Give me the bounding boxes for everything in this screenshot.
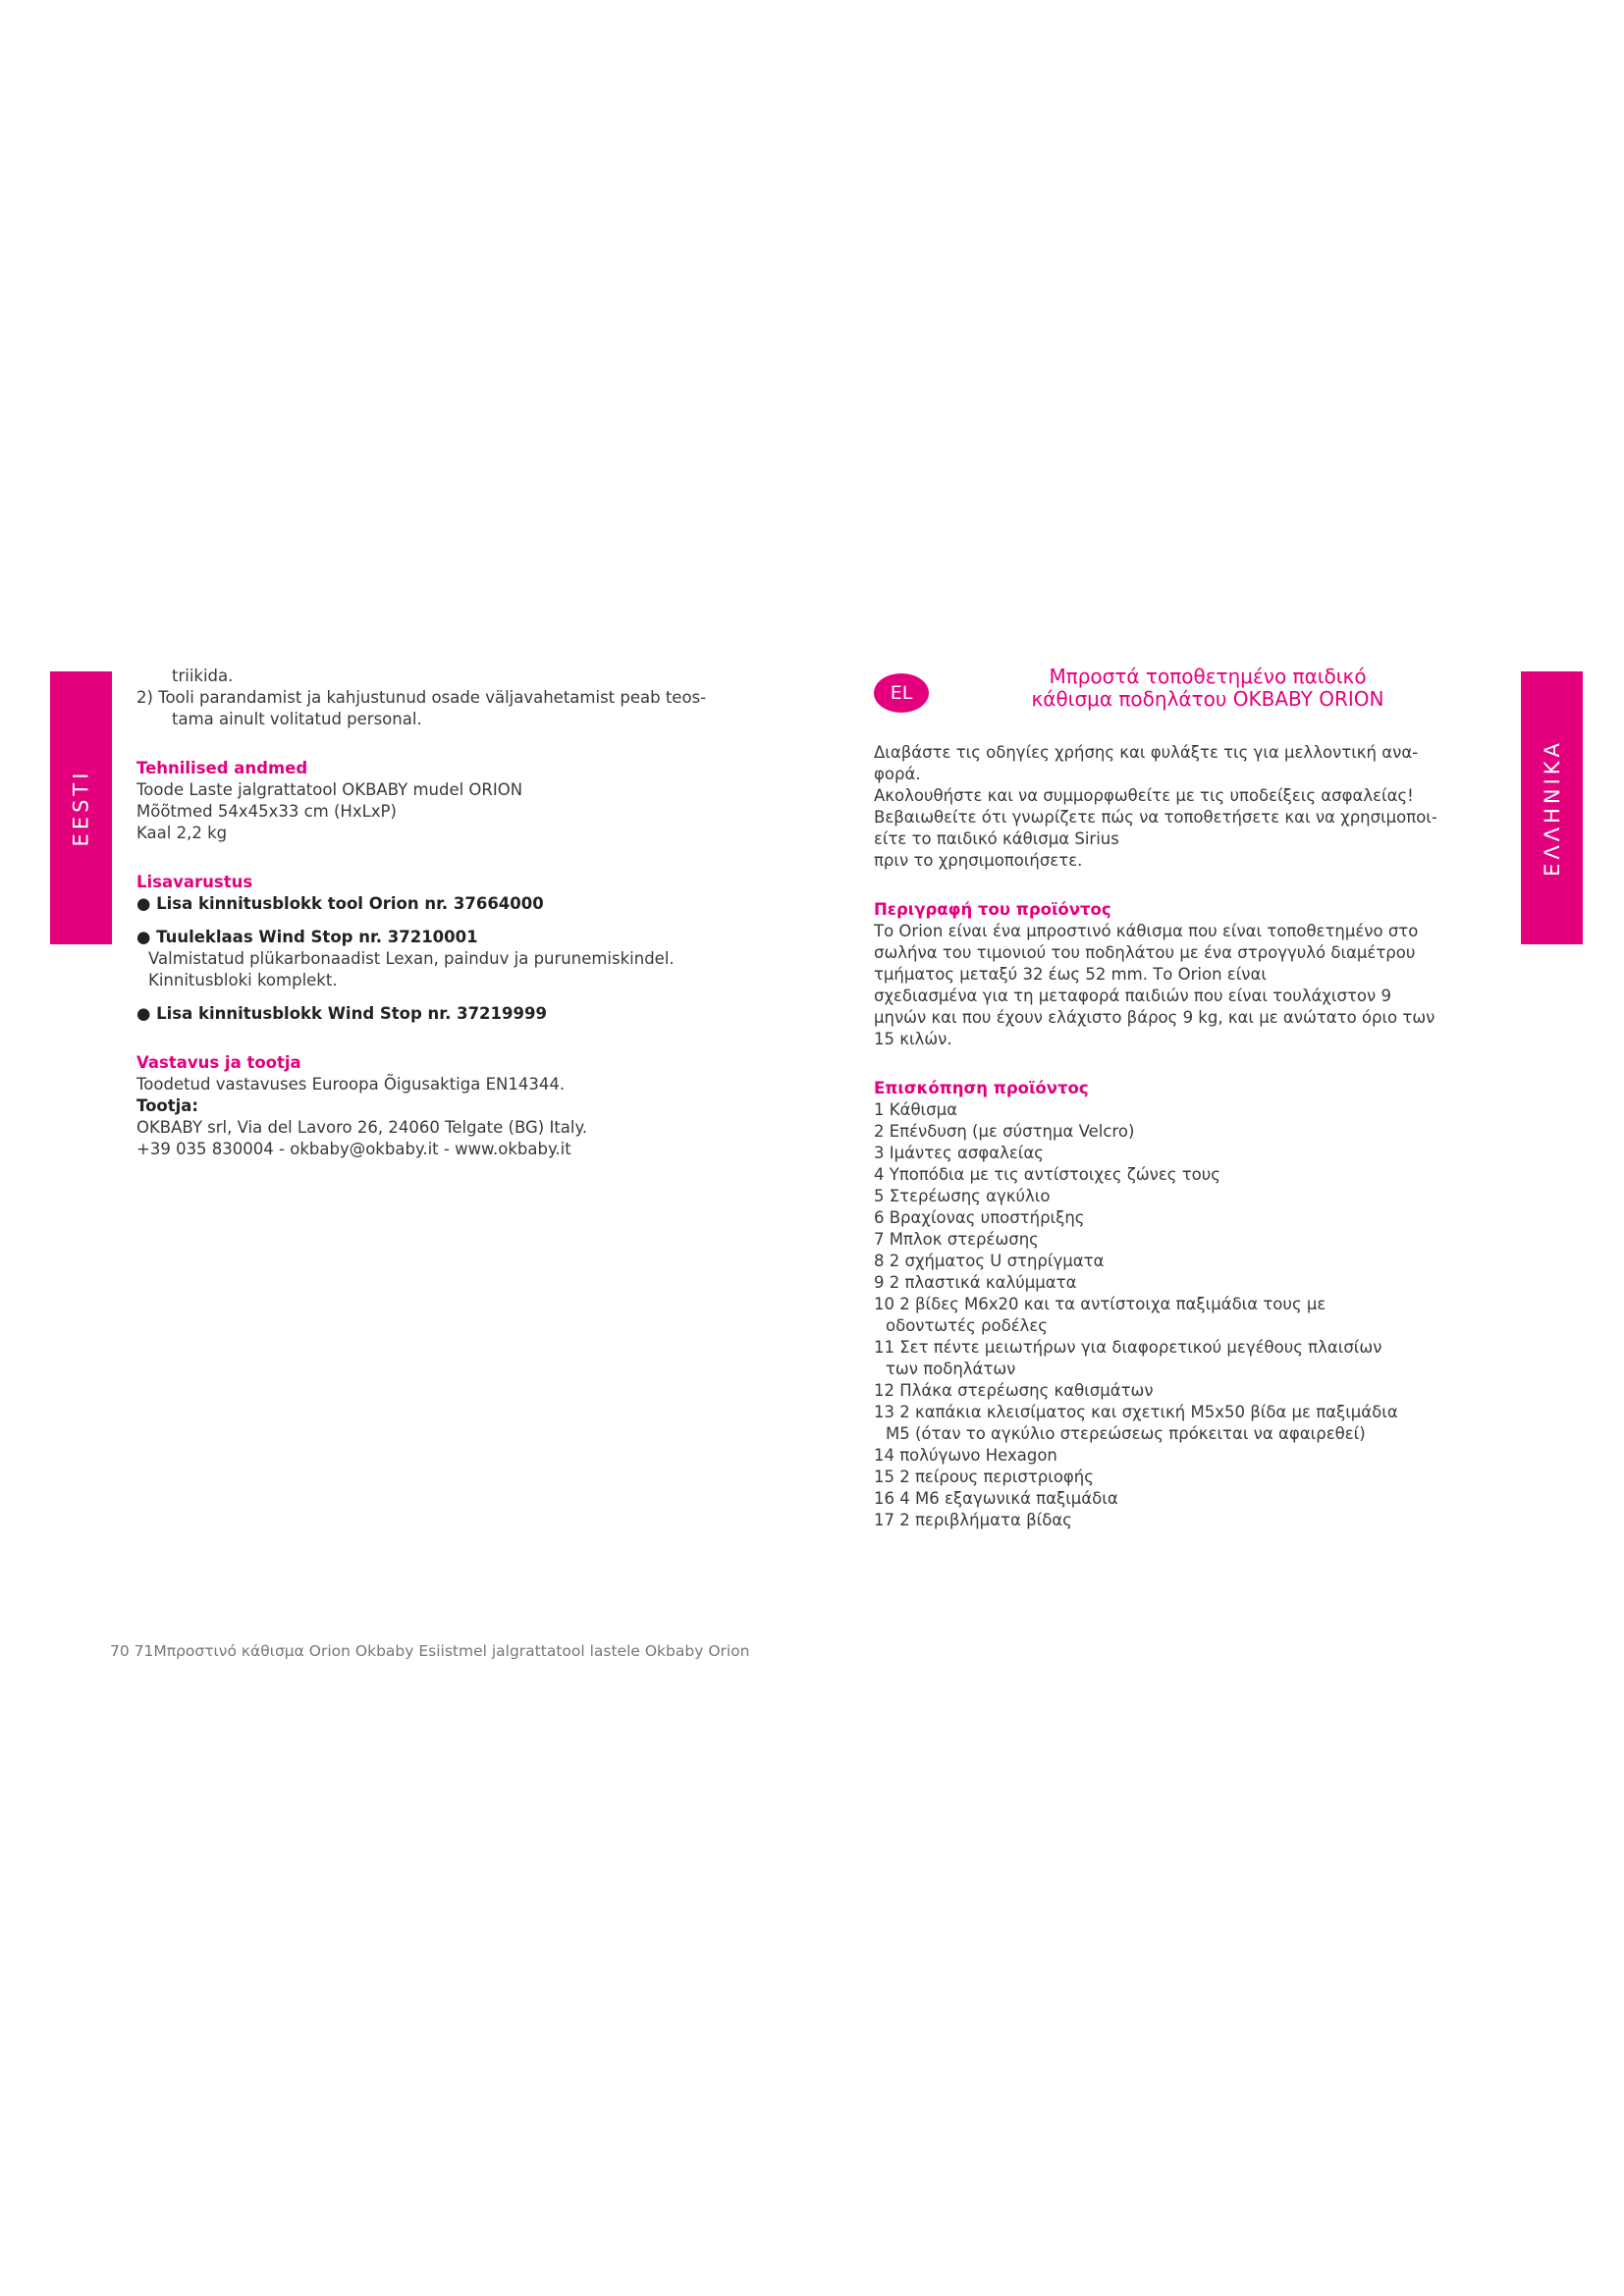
accessory-description: Valmistatud plükarbonaadist Lexan, painduv ja purunemiskindel.: [148, 949, 675, 968]
intro-line: φορά.: [874, 765, 921, 783]
overview-item-continued: οδοντωτές ροδέλες: [886, 1316, 1048, 1335]
overview-item: 10 2 βίδες M6x20 και τα αντίστοιχα παξιμάδια τους με: [874, 1295, 1326, 1313]
overview-item: 13 2 καπάκια κλεισίματος και σχετική M5x50 βίδα με παξιμάδια: [874, 1403, 1398, 1421]
greek-column: [874, 666, 1502, 1531]
description-line: Το Orion είναι ένα μπροστινό κάθισμα που είναι τοποθετημένο στο: [874, 922, 1419, 940]
overview-item-continued: M5 (όταν το αγκύλιο στερεώσεως πρόκειται να αφαιρεθεί): [886, 1424, 1366, 1443]
compliance-text: Toodetud vastavuses Euroopa Õigusaktiga EN14344.: [136, 1075, 566, 1094]
section-tab-label: EESTI: [69, 769, 93, 847]
tech-data-line: Toode Laste jalgrattatool OKBABY mudel ORION: [136, 780, 523, 799]
overview-item: 17 2 περιβλήματα βίδας: [874, 1511, 1072, 1529]
overview-item: 1 Κάθισμα: [874, 1100, 957, 1119]
overview-item: 16 4 M6 εξαγωνικά παξιμάδια: [874, 1489, 1118, 1508]
maker-address: OKBABY srl, Via del Lavoro 26, 24060 Telgate (BG) Italy.: [136, 1118, 588, 1137]
page-footer: 70 71Μπροστινό κάθισμα Orion Okbaby Esiistmel jalgrattatool lastele Okbaby Orion: [110, 1642, 750, 1660]
language-badge: EL: [874, 673, 929, 713]
description-line: 15 κιλών.: [874, 1030, 952, 1048]
accessories-heading: Lisavarustus: [136, 873, 253, 891]
accessory-item: ● Lisa kinnitusblokk tool Orion nr. 37664000: [136, 894, 544, 913]
description-line: σχεδιασμένα για τη μεταφορά παιδιών που είναι τουλάχιστον 9: [874, 987, 1391, 1005]
estonian-column: [136, 666, 765, 1160]
maker-contact: +39 035 830004 - okbaby@okbaby.it - www.okbaby.it: [136, 1140, 571, 1158]
section-tab-label: ΕΛΛΗΝΙΚΑ: [1540, 739, 1564, 877]
compliance-heading: Vastavus ja tootja: [136, 1053, 301, 1072]
intro-line: triikida.: [172, 667, 234, 685]
overview-item-continued: των ποδηλάτων: [886, 1360, 1016, 1378]
description-line: σωλήνα του τιμονιού του ποδηλάτου με ένα στρογγυλό διαμέτρου: [874, 943, 1416, 962]
title-block: [874, 666, 1502, 722]
tech-data-heading: Tehnilised andmed: [136, 759, 308, 777]
overview-item: 6 Βραχίονας υποστήριξης: [874, 1208, 1085, 1227]
intro-line: Βεβαιωθείτε ότι γνωρίζετε πώς να τοποθετήσετε και να χρησιμοποι-: [874, 808, 1437, 827]
overview-item: 11 Σετ πέντε μειωτήρων για διαφορετικού μεγέθους πλαισίων: [874, 1338, 1382, 1357]
intro-line: tama ainult volitatud personal.: [172, 710, 422, 728]
intro-line: Διαβάστε τις οδηγίες χρήσης και φυλάξτε τις για μελλοντική ανα-: [874, 743, 1419, 762]
intro-line: είτε το παιδικό κάθισμα Sirius: [874, 829, 1119, 848]
overview-item: 3 Ιμάντες ασφαλείας: [874, 1144, 1044, 1162]
overview-item: 12 Πλάκα στερέωσης καθισμάτων: [874, 1381, 1154, 1400]
tech-data-line: Mõõtmed 54x45x33 cm (HxLxP): [136, 802, 397, 821]
overview-heading: Επισκόπηση προϊόντος: [874, 1079, 1089, 1097]
overview-item: 14 πολύγωνο Hexagon: [874, 1446, 1057, 1465]
section-tab-greek: [1521, 671, 1583, 944]
tech-data-line: Kaal 2,2 kg: [136, 824, 228, 842]
page-title: [952, 666, 1463, 711]
overview-item: 8 2 σχήματος U στηρίγματα: [874, 1252, 1105, 1270]
overview-item: 9 2 πλαστικά καλύμματα: [874, 1273, 1077, 1292]
accessory-item: ● Tuuleklaas Wind Stop nr. 37210001: [136, 928, 478, 946]
accessory-item: ● Lisa kinnitusblokk Wind Stop nr. 37219999: [136, 1004, 547, 1023]
title-line: κάθισμα ποδηλάτου OKBABY ORION: [1031, 687, 1384, 711]
overview-item: 7 Μπλοκ στερέωσης: [874, 1230, 1039, 1249]
overview-item: 2 Επένδυση (με σύστημα Velcro): [874, 1122, 1135, 1141]
overview-item: 15 2 πείρους περιστριοφής: [874, 1468, 1094, 1486]
maker-label: Tootja:: [136, 1096, 199, 1115]
description-line: τμήματος μεταξύ 32 έως 52 mm. Το Orion είναι: [874, 965, 1267, 984]
intro-line: πριν το χρησιμοποιήσετε.: [874, 851, 1083, 870]
overview-item: 4 Υποπόδια με τις αντίστοιχες ζώνες τους: [874, 1165, 1220, 1184]
accessory-description: Kinnitusbloki komplekt.: [148, 971, 338, 989]
overview-item: 5 Στερέωσης αγκύλιο: [874, 1187, 1051, 1205]
description-line: μηνών και που έχουν ελάχιστο βάρος 9 kg, και με ανώτατο όριο των: [874, 1008, 1435, 1027]
description-heading: Περιγραφή του προϊόντος: [874, 900, 1111, 919]
title-line: Μπροστά τοποθετημένο παιδικό: [1049, 665, 1367, 688]
section-tab-eesti: [50, 671, 112, 944]
intro-line: Ακολουθήστε και να συμμορφωθείτε με τις υποδείξεις ασφαλείας!: [874, 786, 1414, 805]
intro-line: 2) Tooli parandamist ja kahjustunud osade väljavahetamist peab teos-: [136, 688, 707, 707]
